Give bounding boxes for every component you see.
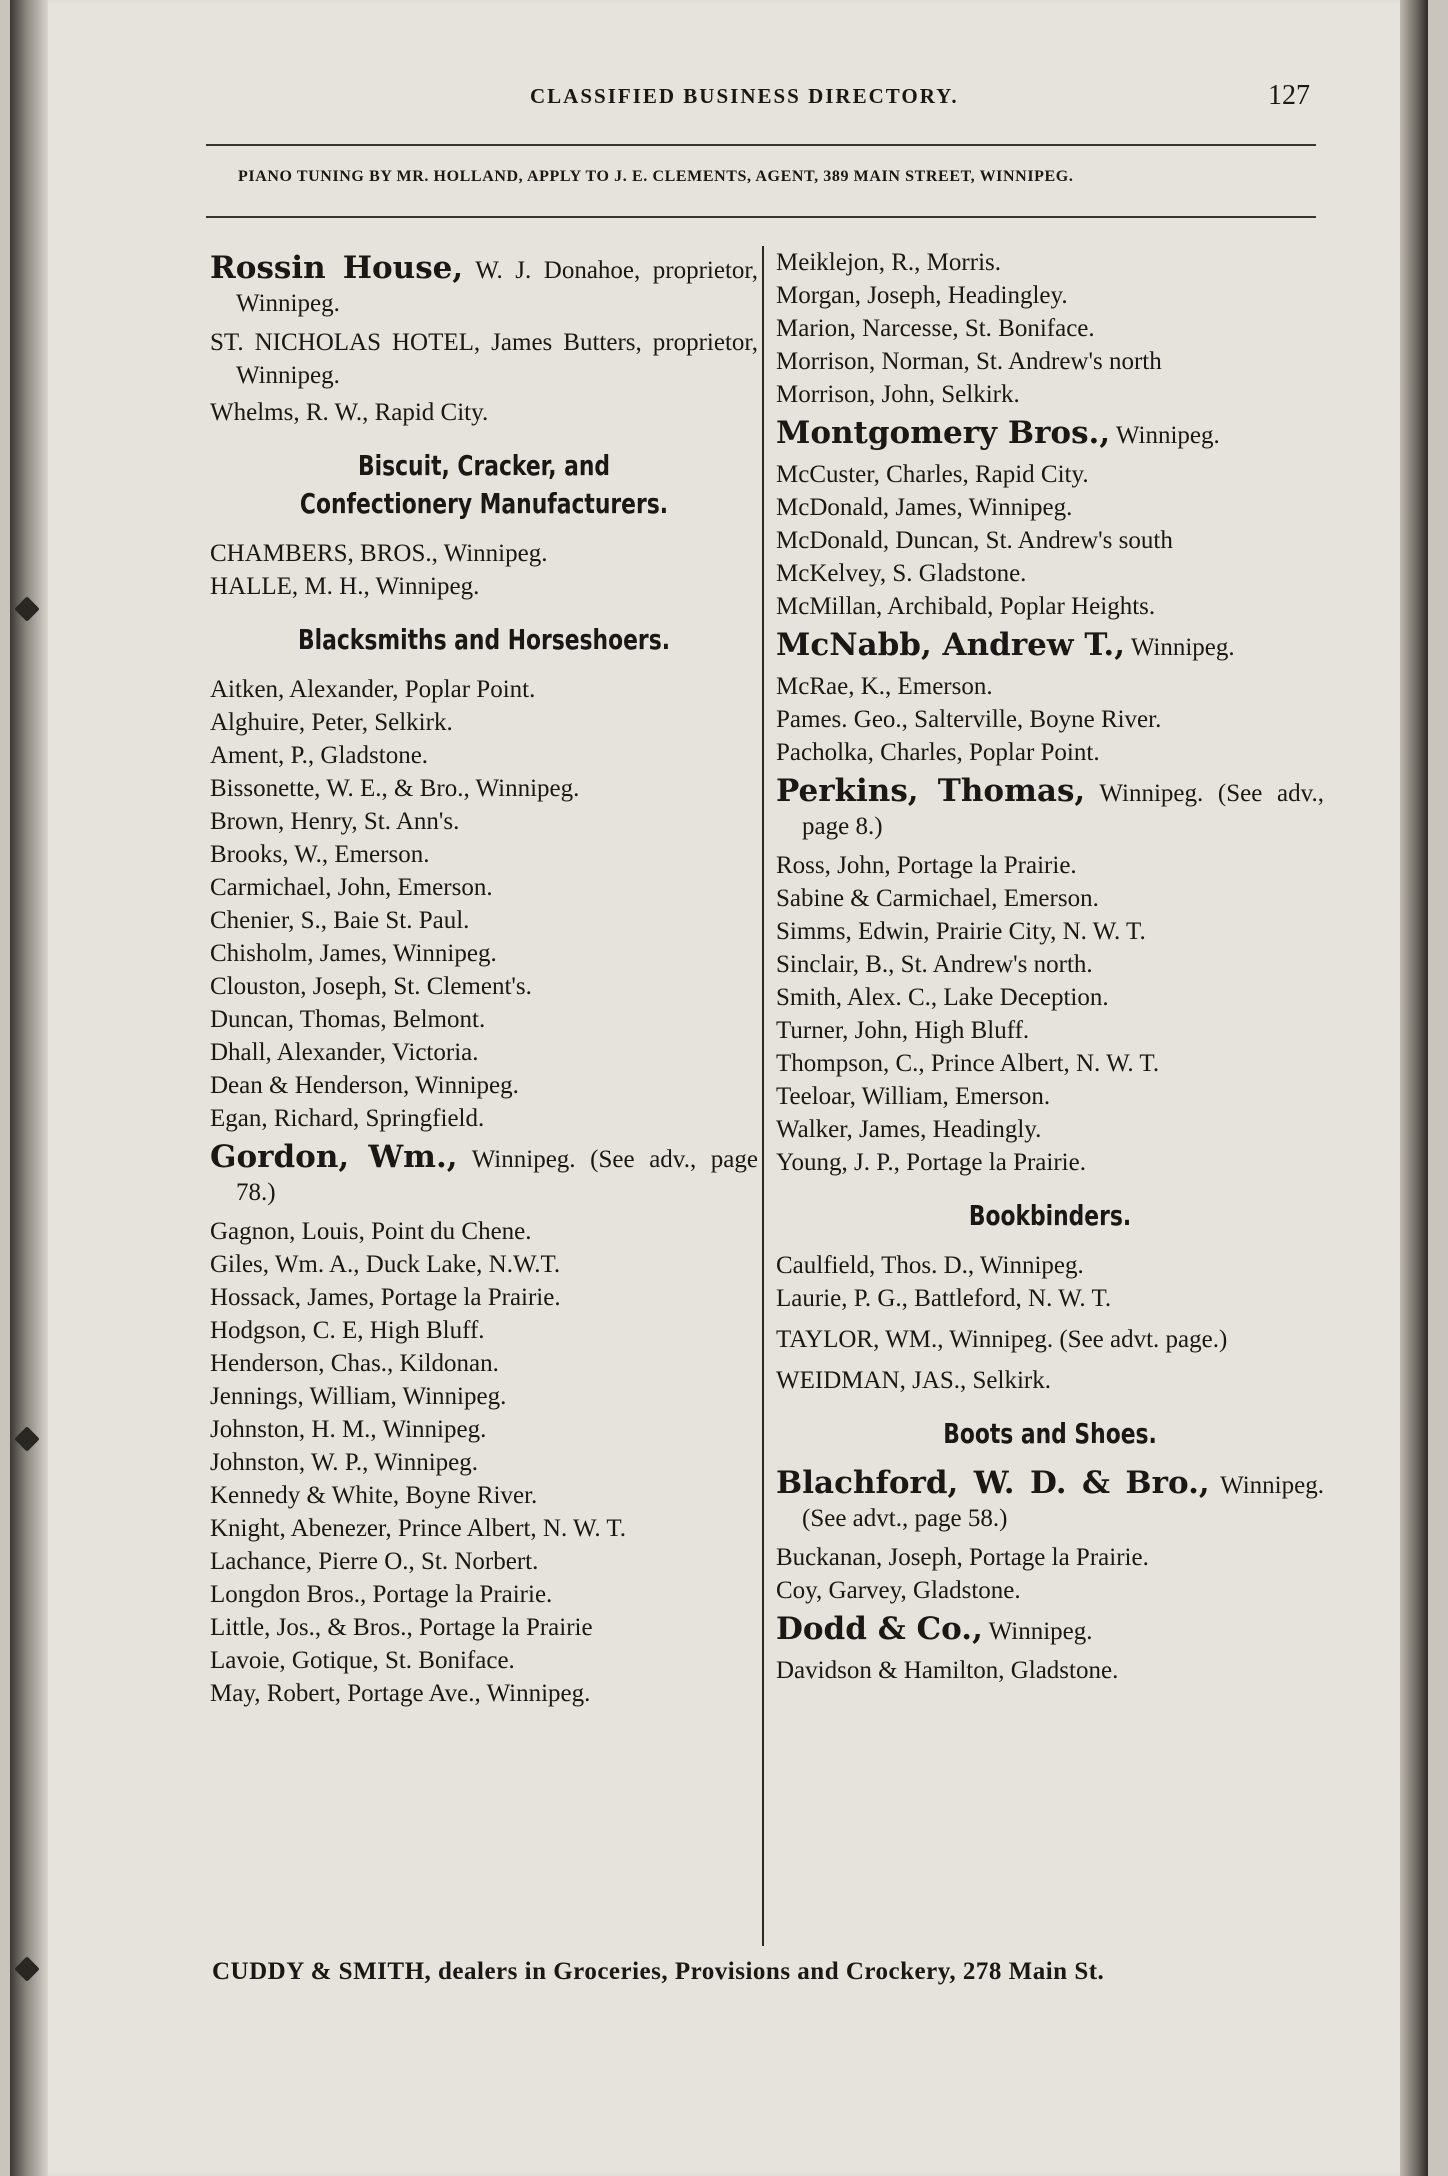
directory-entry: ST. NICHOLAS HOTEL, James Butters, proprietor, Winnipeg. [210,329,758,389]
left-column [210,246,758,1710]
book-binding [10,0,48,2176]
entry-name: Gordon, Wm., [210,1139,458,1175]
directory-entry: Thompson, C., Prince Albert, N. W. T. [776,1050,1160,1077]
directory-entry: Young, J. P., Portage la Prairie. [776,1149,1086,1176]
directory-entry: Laurie, P. G., Battleford, N. W. T. [776,1285,1112,1312]
directory-entry: Dean & Henderson, Winnipeg. [210,1072,519,1099]
directory-entry: Lavoie, Gotique, St. Boniface. [210,1647,515,1674]
right-column [776,246,1324,1687]
directory-entry: Pacholka, Charles, Poplar Point. [776,739,1100,766]
directory-entry: Buckanan, Joseph, Portage la Prairie. [776,1544,1149,1571]
directory-entry: Morrison, Norman, St. Andrew's north [776,348,1162,375]
running-header: CLASSIFIED BUSINESS DIRECTORY. [530,84,959,108]
directory-entry: Alghuire, Peter, Selkirk. [210,709,453,736]
directory-entry: Hossack, James, Portage la Prairie. [210,1284,561,1311]
directory-entry [776,775,1324,843]
header-rule [206,216,1316,218]
footer-advertisement: CUDDY & SMITH, dealers in Groceries, Provisions and Crockery, 278 Main St. [212,1958,1105,1985]
directory-entry: Lachance, Pierre O., St. Norbert. [210,1548,539,1575]
directory-entry: TAYLOR, WM., Winnipeg. (See advt. page.) [776,1326,1228,1353]
directory-entry: Sinclair, B., St. Andrew's north. [776,951,1093,978]
header-advertisement: PIANO TUNING BY MR. HOLLAND, APPLY TO J. E. CLEMENTS, AGENT, 389 MAIN STREET, WINNIPEG. [238,168,1074,185]
directory-entry: McMillan, Archibald, Poplar Heights. [776,593,1156,620]
directory-entry: Marion, Narcesse, St. Boniface. [776,315,1095,342]
directory-entry: CHAMBERS, BROS., Winnipeg. [210,540,548,567]
directory-entry: Ament, P., Gladstone. [210,742,429,769]
directory-entry: WEIDMAN, JAS., Selkirk. [776,1367,1051,1394]
entry-detail: Winnipeg. (See adv., page 8.) [802,780,1324,840]
directory-entry: Clouston, Joseph, St. Clement's. [210,973,532,1000]
page-edge [1400,0,1428,2176]
directory-entry: McKelvey, S. Gladstone. [776,560,1027,587]
entry-detail: Winnipeg. (See advt., page 58.) [802,1472,1324,1532]
directory-entry [776,1467,1324,1535]
directory-entry [776,1613,1324,1648]
directory-entry: Morrison, John, Selkirk. [776,381,1020,408]
entry-name: Rossin House, [210,250,464,286]
directory-entry: McDonald, Duncan, St. Andrew's south [776,527,1173,554]
directory-entry [776,417,1324,452]
directory-entry: Dhall, Alexander, Victoria. [210,1039,479,1066]
entry-detail: Winnipeg. [982,1618,1093,1645]
category-heading: Blacksmiths and Horseshoers. [297,623,670,656]
category-heading: Bookbinders. [968,1199,1132,1232]
directory-entry: Jennings, William, Winnipeg. [210,1383,507,1410]
directory-entry: Bissonette, W. E., & Bro., Winnipeg. [210,775,580,802]
directory-entry: Aitken, Alexander, Poplar Point. [210,676,536,703]
directory-entry [776,629,1324,664]
directory-entry: Sabine & Carmichael, Emerson. [776,885,1099,912]
directory-entry: Coy, Garvey, Gladstone. [776,1577,1021,1604]
directory-entry: Henderson, Chas., Kildonan. [210,1350,499,1377]
directory-entry: Duncan, Thomas, Belmont. [210,1006,486,1033]
directory-entry: Morgan, Joseph, Headingley. [776,282,1068,309]
category-heading: Boots and Shoes. [943,1417,1157,1450]
directory-entry: Teeloar, William, Emerson. [776,1083,1051,1110]
directory-entry: Knight, Abenezer, Prince Albert, N. W. T. [210,1515,627,1542]
directory-entry [210,252,758,320]
directory-entry: Johnston, W. P., Winnipeg. [210,1449,479,1476]
directory-entry: Hodgson, C. E, High Bluff. [210,1317,485,1344]
directory-entry: Davidson & Hamilton, Gladstone. [776,1657,1119,1684]
directory-entry: Walker, James, Headingly. [776,1116,1042,1143]
directory-entry [210,1141,758,1209]
directory-entry: Kennedy & White, Boyne River. [210,1482,538,1509]
directory-entry: Little, Jos., & Bros., Portage la Prairie [210,1614,593,1641]
entry-name: Dodd & Co., [776,1611,983,1647]
directory-page [10,0,1428,2176]
directory-entry: Ross, John, Portage la Prairie. [776,852,1077,879]
directory-entry: Whelms, R. W., Rapid City. [210,399,489,426]
directory-entry: Turner, John, High Bluff. [776,1017,1030,1044]
directory-entry: Chenier, S., Baie St. Paul. [210,907,470,934]
directory-entry: Smith, Alex. C., Lake Deception. [776,984,1109,1011]
directory-entry: McRae, K., Emerson. [776,673,993,700]
directory-entry: Chisholm, James, Winnipeg. [210,940,497,967]
directory-entry: McDonald, James, Winnipeg. [776,494,1073,521]
entry-name: McNabb, Andrew T., [776,627,1126,663]
header-rule [206,144,1316,146]
entry-name: Perkins, Thomas, [776,773,1086,809]
directory-entry: Brown, Henry, St. Ann's. [210,808,460,835]
page-number: 127 [1268,80,1310,111]
directory-entry: Egan, Richard, Springfield. [210,1105,485,1132]
directory-entry: Giles, Wm. A., Duck Lake, N.W.T. [210,1251,561,1278]
entry-detail: W. J. Donahoe, proprietor, Winnipeg. [236,257,758,317]
directory-entry: Meiklejon, R., Morris. [776,249,1001,276]
directory-entry: Pames. Geo., Salterville, Boyne River. [776,706,1162,733]
directory-entry: Brooks, W., Emerson. [210,841,430,868]
directory-entry: May, Robert, Portage Ave., Winnipeg. [210,1680,591,1707]
directory-entry: Johnston, H. M., Winnipeg. [210,1416,487,1443]
directory-entry: McCuster, Charles, Rapid City. [776,461,1089,488]
entry-detail: Winnipeg. [1125,634,1235,661]
entry-name: Montgomery Bros., [776,415,1111,451]
category-heading: Biscuit, Cracker, and Confectionery Manufacturers. [299,449,669,520]
column-divider [762,246,764,1946]
directory-entry: Caulfield, Thos. D., Winnipeg. [776,1252,1084,1279]
directory-entry: Carmichael, John, Emerson. [210,874,493,901]
directory-entry: Longdon Bros., Portage la Prairie. [210,1581,553,1608]
directory-entry: Simms, Edwin, Prairie City, N. W. T. [776,918,1146,945]
directory-entry: HALLE, M. H., Winnipeg. [210,573,480,600]
directory-entry: Gagnon, Louis, Point du Chene. [210,1218,532,1245]
entry-name: Blachford, W. D. & Bro., [776,1465,1210,1501]
entry-detail: Winnipeg. (See adv., page 78.) [236,1146,759,1206]
entry-detail: Winnipeg. [1110,422,1220,449]
